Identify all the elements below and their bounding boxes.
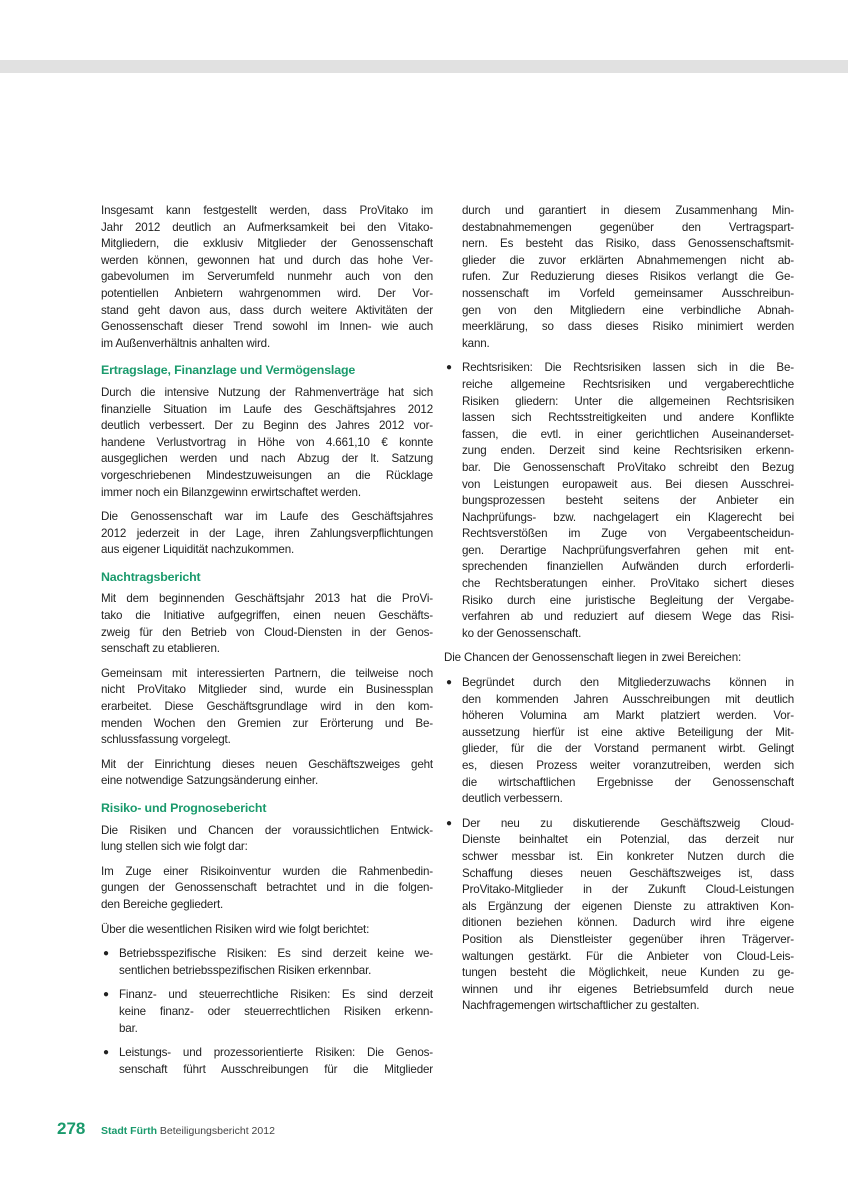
- text-line: potentiellen Anbietern wahrgenommen wird. Der Vor-: [101, 286, 433, 300]
- text-line: Risiko durch eine juristische Begleitung der Vergabe-: [462, 593, 794, 607]
- paragraph: [444, 650, 776, 667]
- text-line: sprechenden finanziellen Aufwänden durch erforderli-: [462, 560, 794, 574]
- text-line: Im Zuge einer Risikoinventur wurden die Rahmenbedin-: [101, 864, 433, 878]
- bullet-item: [101, 946, 433, 979]
- text-line: senschaft führt Ausschreibungen für die Mitglieder: [119, 1062, 433, 1076]
- text-line: vorgeschriebenen Mindestzuweisungen an die Rücklage: [101, 468, 433, 482]
- text-line: keine finanz- oder steuerrechtlichen Risiken erkenn-: [119, 1004, 433, 1018]
- text-line: den kommenden Jahren Ausschreibungen mit deutlich: [462, 692, 794, 706]
- text-line: Jahr 2012 deutlich an Aufmerksamkeit bei den Vitako-: [101, 220, 433, 234]
- text-line: Risiken gliedern: Unter die allgemeinen Rechtsrisiken: [462, 394, 794, 408]
- text-line: schlussfassung vorgelegt.: [101, 733, 231, 747]
- bullet-icon: ●: [103, 989, 109, 1001]
- text-line: che Rechtsberatungen einher. ProVitako sichert dieses: [462, 577, 794, 591]
- text-line: Finanz- und steuerrechtliche Risiken: Es sind derzeit: [119, 988, 433, 1002]
- bullet-icon: ●: [103, 948, 109, 960]
- page-number: 278: [57, 1119, 86, 1138]
- text-line: winnen und ihr eigenes Betriebsumfeld durch neue: [462, 982, 794, 996]
- text-line: gen von den Mitgliedern eine verbindliche Abnah-: [462, 303, 794, 317]
- bullet-item: [444, 816, 794, 1015]
- paragraph: [101, 864, 433, 914]
- left-column: [101, 203, 433, 1086]
- bullet-item: [101, 1045, 433, 1078]
- text-line: Mitgliedern, die exklusiv Mitglieder der Genossenschaft: [101, 237, 433, 251]
- top-gray-bar: [0, 60, 848, 73]
- text-line: die wirtschaftlichen Ergebnisse der Genossenschaft: [462, 775, 794, 789]
- text-line: zung enden. Derzeit sind keine Rechtsrisiken erkenn-: [462, 444, 794, 458]
- text-line: gabevolumen im Serverumfeld nunmehr auch von den: [101, 270, 433, 284]
- text-line: lassen sich Rechtsstreitigkeiten und andere Konflikte: [462, 411, 794, 425]
- text-line: Genossenschaft dieser Trend sowohl im Innen- wie auch: [101, 320, 433, 334]
- text-line: Mit der Einrichtung dieses neuen Geschäftszweiges geht: [101, 757, 433, 771]
- text-line: deutlich verbessert. Der zu Beginn des Jahres 2012 vor-: [101, 419, 433, 433]
- text-line: Nachtragsbericht: [101, 569, 201, 584]
- paragraph: [101, 509, 433, 559]
- text-line: 2012 jederzeit in der Lage, ihren Zahlungsverpflichtungen: [101, 526, 433, 540]
- text-line: Insgesamt kann festgestellt werden, dass ProVitako im: [101, 204, 433, 217]
- text-line: als Ergänzung der eigenen Dienste zu attraktiven Kon-: [462, 899, 794, 913]
- text-line: Rechtsrisiken: Die Rechtsrisiken lassen sich in die Be-: [462, 361, 794, 375]
- bullet-item: [101, 987, 433, 1037]
- text-line: Die Chancen der Genossenschaft liegen in zwei Bereichen:: [444, 651, 742, 665]
- paragraph: [101, 385, 433, 501]
- text-line: Begründet durch den Mitgliederzuwachs können in: [462, 676, 794, 690]
- text-line: ko der Genossenschaft.: [462, 626, 582, 640]
- text-line: finanzielle Situation im Laufe des Geschäftsjahres 2012: [101, 402, 433, 416]
- text-line: Der neu zu diskutierende Geschäftszweig Cloud-: [462, 816, 794, 830]
- paragraph: [101, 666, 433, 749]
- text-line: stand geht davon aus, dass durch weitere Aktivitäten der: [101, 303, 433, 317]
- text-line: im Außenverhältnis anhalten wird.: [101, 336, 271, 350]
- text-line: immer noch ein Bilanzgewinn erwirtschaftet werden.: [101, 485, 361, 499]
- text-line: durch und garantiert in diesem Zusammenhang Min-: [462, 204, 794, 217]
- text-line: ausgeglichen werden und nach Abzug der lt. Satzung: [101, 452, 433, 466]
- bullet-icon: ●: [103, 1047, 109, 1059]
- text-line: glieder die zuvor erklärten Abnahmemengen nicht ab-: [462, 253, 794, 267]
- text-line: destabnahmemengen gegenüber den Vertragspart-: [462, 220, 794, 234]
- text-line: bungsprozessen besteht seitens der Anbieter ein: [462, 494, 794, 508]
- text-line: lung stellen sich wie folgt dar:: [101, 840, 248, 854]
- paragraph: [101, 823, 433, 856]
- text-line: deutlich verbessern.: [462, 792, 563, 806]
- paragraph: [101, 203, 433, 352]
- text-line: aussetzung hierfür ist eine aktive Beteiligung der Mit-: [462, 725, 794, 739]
- text-line: glieder, für die der Vorstand permanent wirbt. Gelingt: [462, 742, 794, 756]
- text-line: waltungen gestärkt. Für die Anbieter von Cloud-Leis-: [462, 949, 794, 963]
- text-line: kann.: [462, 336, 490, 350]
- paragraph: [444, 203, 794, 352]
- text-line: nossenschaft im Vorfeld gemeinsamer Ausschreibun-: [462, 286, 794, 300]
- text-line: Betriebsspezifische Risiken: Es sind derzeit keine we-: [119, 947, 433, 961]
- paragraph: [101, 757, 433, 790]
- text-line: nern. Es besteht das Risiko, dass Genossenschaftsmit-: [462, 237, 794, 251]
- bullet-icon: ●: [446, 677, 452, 689]
- section-heading: [101, 362, 433, 379]
- text-line: Gemeinsam mit interessierten Partnern, die teilweise noch: [101, 666, 433, 680]
- text-line: es, diesen Prozess weiter voranzutreiben, werden sich: [462, 759, 794, 772]
- paragraph: [101, 922, 433, 939]
- text-line: Rechtsverstößen im Zuge von Vergabeentscheidun-: [462, 527, 794, 541]
- text-line: handene Verlustvortrag in Höhe von 4.661,10 € konnte: [101, 435, 433, 449]
- bullet-icon: ●: [446, 817, 452, 829]
- text-line: menden Wochen den Gremien zur Erörterung und Be-: [101, 716, 433, 730]
- text-line: Die Risiken und Chancen der voraussichtlichen Entwick-: [101, 823, 433, 837]
- bullet-icon: ●: [446, 362, 452, 374]
- right-column: [444, 203, 794, 1023]
- text-line: eine notwendige Satzungsänderung einher.: [101, 774, 319, 788]
- footer-brand: Stadt Fürth: [101, 1125, 157, 1137]
- text-line: reiche allgemeine Rechtsrisiken und vergaberechtliche: [462, 377, 794, 391]
- text-line: ProVitako-Mitglieder in der Zukunft Cloud-Leistungen: [462, 883, 794, 897]
- text-line: Mit dem beginnenden Geschäftsjahr 2013 hat die ProVi-: [101, 592, 433, 606]
- bullet-item: [444, 675, 794, 808]
- text-line: rufen. Zur Reduzierung dieses Risikos verlangt die Ge-: [462, 270, 794, 284]
- text-line: erarbeitet. Diese Geschäftsgrundlage wird in den kom-: [101, 700, 433, 714]
- text-line: aus eigener Liquidität nachzukommen.: [101, 543, 295, 557]
- text-line: Nachfragemengen wirtschaftlicher zu gestalten.: [462, 999, 700, 1013]
- text-line: nicht ProVitako Mitglieder sind, wurde ein Businessplan: [101, 683, 433, 697]
- section-heading: [101, 800, 433, 817]
- text-line: Dienste beinhaltet ein Potenzial, das derzeit nur: [462, 833, 794, 847]
- paragraph: [101, 591, 433, 657]
- text-line: bar. Die Genossenschaft ProVitako schreibt den Bezug: [462, 460, 794, 474]
- text-line: Risiko- und Prognosebericht: [101, 801, 267, 815]
- text-line: fassen, die evtl. in einer gerichtlichen Auseinanderset-: [462, 427, 794, 441]
- text-line: Position als Dienstleister gegenüber ihren Trägerver-: [462, 932, 794, 946]
- text-line: Ertragslage, Finanzlage und Vermögenslage: [101, 363, 356, 378]
- text-line: tungen besteht die Möglichkeit, neue Kunden zu ge-: [462, 966, 794, 980]
- text-line: bar.: [119, 1021, 138, 1035]
- text-line: Die Genossenschaft war im Laufe des Geschäftsjahres: [101, 510, 433, 524]
- footer-report-title: Beteiligungsbericht 2012: [159, 1125, 275, 1137]
- text-line: meerklärung, so dass dieses Risiko minimiert werden: [462, 320, 794, 334]
- text-line: ditionen beziehen können. Dadurch wird ihre eigene: [462, 916, 794, 930]
- text-line: verfahren ab und reduziert auf diesem Wege das Risi-: [462, 610, 794, 624]
- text-line: gen. Derartige Nachprüfungsverfahren gehen mit ent-: [462, 543, 794, 557]
- text-line: tako die Initiative aufgegriffen, einen neuen Geschäfts-: [101, 609, 433, 623]
- footer: [101, 1125, 275, 1137]
- text-line: Über die wesentlichen Risiken wird wie folgt berichtet:: [101, 922, 370, 936]
- bullet-item: [444, 360, 794, 642]
- section-heading: [101, 569, 433, 586]
- text-line: Schaffung dieses neuen Geschäftszweiges ist, dass: [462, 866, 794, 880]
- text-line: gungen der Genossenschaft betrachtet und in die folgen-: [101, 881, 433, 895]
- text-line: Nachprüfungs- bzw. nachgelagert ein Klagerecht bei: [462, 510, 794, 524]
- text-line: von Leistungen europaweit aus. Bei diesen Ausschrei-: [462, 477, 794, 491]
- text-line: werden können, gewonnen hat und durch das hohe Ver-: [101, 253, 433, 267]
- text-line: senschaft zu etablieren.: [101, 642, 220, 656]
- text-line: Leistungs- und prozessorientierte Risiken: Die Genos-: [119, 1046, 433, 1060]
- text-line: höheren Volumina am Markt platziert werden. Vor-: [462, 709, 794, 723]
- text-line: den Bereiche gegliedert.: [101, 897, 224, 911]
- text-line: schwer messbar ist. Ein konkreter Nutzen durch die: [462, 849, 794, 863]
- text-line: Durch die intensive Nutzung der Rahmenverträge hat sich: [101, 385, 433, 399]
- text-line: zweig für den Betrieb von Cloud-Diensten in der Genos-: [101, 625, 433, 639]
- text-line: sentlichen betriebsspezifischen Risiken erkennbar.: [119, 963, 372, 977]
